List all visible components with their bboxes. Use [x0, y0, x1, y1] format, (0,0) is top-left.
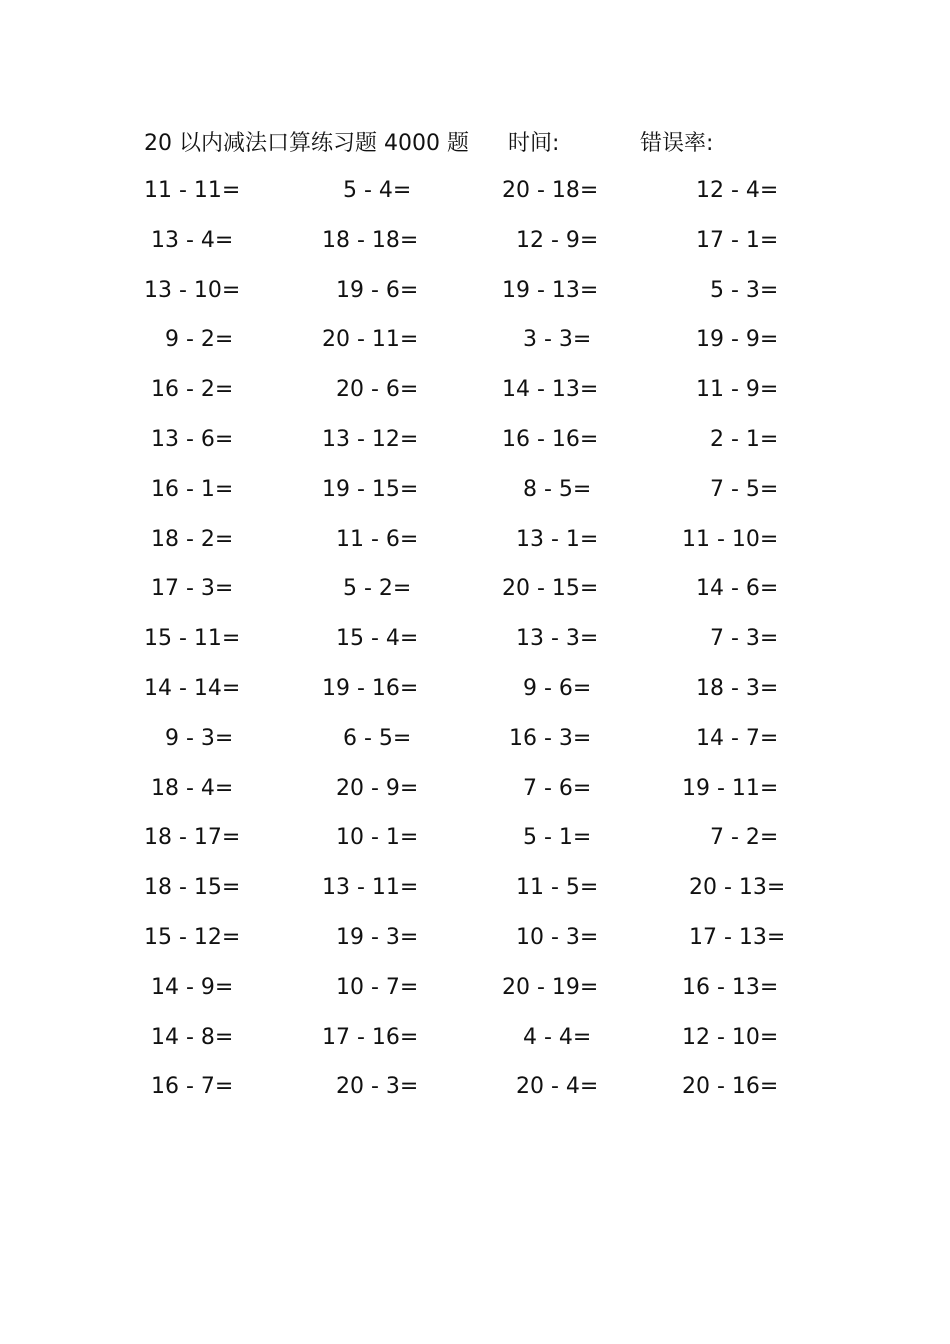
problem-item: 7 - 5= [682, 476, 779, 502]
problem-item: 11 - 5= [502, 875, 599, 901]
problem-item: 5 - 3= [682, 277, 779, 303]
problem-item: 14 - 7= [682, 725, 779, 751]
problem-item: 19 - 9= [682, 327, 779, 353]
problem-item: 2 - 1= [682, 427, 779, 452]
time-label: 时间: [508, 131, 560, 156]
problem-item: 20 - 16= [682, 1074, 779, 1100]
problem-item: 20 - 6= [322, 377, 419, 403]
problem-item: 10 - 7= [322, 974, 419, 1000]
problem-item: 11 - 9= [682, 377, 779, 403]
problem-item: 18 - 17= [144, 825, 241, 851]
problem-item: 14 - 6= [682, 576, 779, 602]
problem-item: 3 - 3= [502, 327, 592, 353]
problem-item: 16 - 7= [144, 1074, 234, 1100]
problem-item: 9 - 2= [144, 327, 234, 353]
problem-item: 20 - 9= [322, 775, 419, 801]
problem-item: 18 - 15= [144, 875, 241, 901]
problem-item: 5 - 4= [322, 178, 412, 203]
problem-item: 20 - 19= [502, 974, 599, 1000]
problem-item: 15 - 12= [144, 925, 241, 950]
problem-item: 5 - 2= [322, 576, 412, 602]
problem-item: 17 - 16= [322, 1024, 419, 1050]
problem-item: 9 - 3= [144, 725, 234, 751]
problem-item: 13 - 10= [144, 277, 241, 303]
problem-item: 15 - 4= [322, 626, 419, 652]
problem-item: 4 - 4= [502, 1024, 592, 1050]
problem-item: 16 - 3= [502, 725, 592, 751]
problem-item: 7 - 6= [502, 775, 592, 801]
problem-item: 13 - 6= [144, 427, 234, 452]
problem-item: 15 - 11= [144, 626, 241, 652]
problem-item: 16 - 1= [144, 476, 234, 502]
problem-item: 20 - 13= [682, 875, 786, 901]
problem-item: 19 - 15= [322, 476, 419, 502]
problem-item: 14 - 13= [502, 377, 599, 403]
problem-item: 16 - 13= [682, 974, 779, 1000]
problem-item: 18 - 18= [322, 227, 419, 253]
problem-item: 10 - 3= [502, 925, 599, 950]
problem-item: 19 - 6= [322, 277, 419, 303]
problem-item: 20 - 3= [322, 1074, 419, 1100]
problem-item: 14 - 8= [144, 1024, 234, 1050]
problem-item: 7 - 3= [682, 626, 779, 652]
problem-item: 18 - 3= [682, 676, 779, 701]
problem-item: 12 - 10= [682, 1024, 779, 1050]
problem-item: 19 - 16= [322, 676, 419, 701]
problem-item: 20 - 18= [502, 178, 599, 203]
problem-item: 6 - 5= [322, 725, 412, 751]
problem-item: 13 - 1= [502, 526, 599, 552]
error-rate-label: 错误率: [640, 131, 714, 156]
problem-item: 16 - 16= [502, 427, 599, 452]
problem-item: 11 - 10= [682, 526, 779, 552]
problem-item: 14 - 9= [144, 974, 234, 1000]
problem-item: 9 - 6= [502, 676, 592, 701]
problem-item: 10 - 1= [322, 825, 419, 851]
problem-item: 19 - 13= [502, 277, 599, 303]
problem-item: 14 - 14= [144, 676, 241, 701]
problem-item: 13 - 4= [144, 227, 234, 253]
problem-item: 19 - 3= [322, 925, 419, 950]
problem-item: 13 - 3= [502, 626, 599, 652]
problem-item: 20 - 15= [502, 576, 599, 602]
problem-item: 16 - 2= [144, 377, 234, 403]
problem-item: 5 - 1= [502, 825, 592, 851]
problem-item: 13 - 11= [322, 875, 419, 901]
problem-item: 11 - 11= [144, 178, 241, 203]
problem-item: 20 - 11= [322, 327, 419, 353]
problem-item: 18 - 4= [144, 775, 234, 801]
problem-item: 19 - 11= [682, 775, 779, 801]
problem-item: 13 - 12= [322, 427, 419, 452]
problem-item: 7 - 2= [682, 825, 779, 851]
problem-item: 12 - 9= [502, 227, 599, 253]
problem-item: 20 - 4= [502, 1074, 599, 1100]
problem-item: 11 - 6= [322, 526, 419, 552]
problem-item: 8 - 5= [502, 476, 592, 502]
problem-item: 17 - 13= [682, 925, 786, 950]
problem-item: 18 - 2= [144, 526, 234, 552]
problem-item: 17 - 1= [682, 227, 779, 253]
problem-item: 17 - 3= [144, 576, 234, 602]
problem-item: 12 - 4= [682, 178, 779, 203]
worksheet-title: 20 以内减法口算练习题 4000 题 [144, 131, 469, 156]
